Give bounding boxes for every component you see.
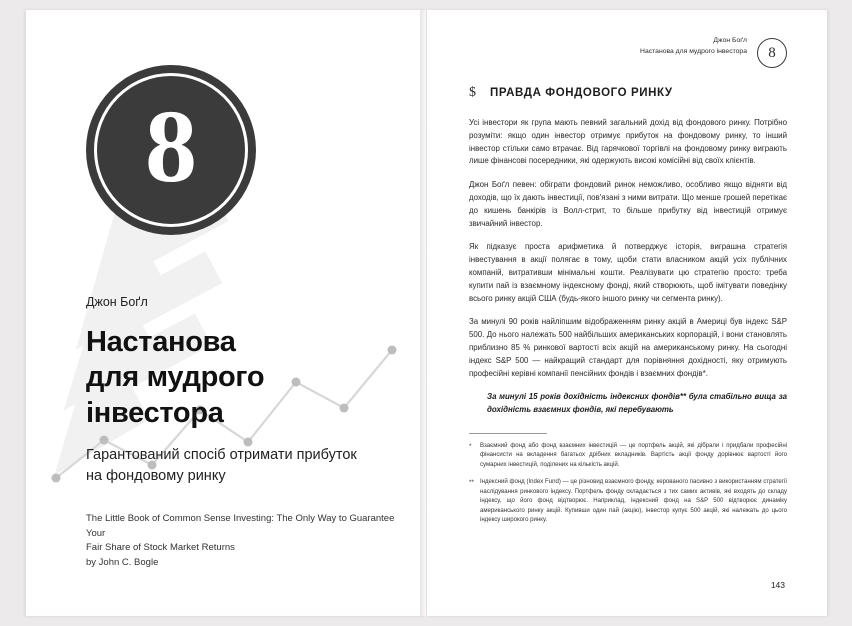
footnote: [469, 442, 787, 470]
original-title: [86, 512, 406, 570]
right-page-text: [427, 10, 827, 616]
book-title-line-3: інвестора: [86, 396, 224, 429]
cover-text-block: [86, 295, 406, 570]
body-paragraph: Усі інвестори як група мають певний загальний дохід від фондового ринку. Потрібно розуміти: якщо один інвестор отримує прибуток на фондовому ринку, то інший інвестор стільки само втрачає. Від гарячкової торгівлі на фондовому ринку виграють лише фінансові посередники, які одержують високі комісійні від своїх клієнтів.: [469, 118, 787, 166]
section-title: ПРАВДА ФОНДОВОГО РИНКУ: [490, 87, 673, 100]
dollar-icon: $: [469, 85, 476, 101]
footnote-marker: *: [469, 443, 472, 450]
original-title-line-1: The Little Book of Common Sense Investing: The Only Way to Guarantee Your: [86, 513, 395, 539]
book-title-line-1: Настанова: [86, 326, 236, 358]
page-title: [86, 325, 406, 431]
book-author: Джон Боґл: [86, 295, 148, 309]
original-title-line-2: Fair Share of Stock Market Returns: [86, 542, 235, 554]
body-paragraph: Як підказує проста арифметика й потверджує історія, виграшна стратегія інвестування в акції полягає в тому, щоби стати власником акцій усіх публічних компаній, витративши мінімальні кошти. Реалізувати цю стратегію просто: треба купити пай із взаємному індексному фонді, який створюють, щоб імітувати поведінку всього ринку акцій США (будь-якого іншого ринку чи сегмента ринку).: [469, 242, 787, 303]
badge-ring: [94, 73, 248, 227]
left-page-cover: [26, 10, 426, 616]
book-subtitle-line-2: на фондовому ринку: [86, 467, 226, 484]
chapter-number: 8: [145, 89, 197, 204]
chapter-badge-small: 8: [757, 38, 787, 68]
book-title-line-2: для мудрого: [86, 361, 265, 394]
running-head: [469, 36, 787, 57]
body-paragraph: Джон Боґл певен: обіграти фондовий ринок неможливо, особливо якщо відняти від доходів, що їх дають інвестиції, пов'язані з ними витрати. Що менше грошей перетікає до кишень банкірів із Волл-стрит, то більше прибутку від інвестицій отримує звичайний інвестор.: [469, 180, 787, 228]
footnote-text: Індексний фонд (Index Fund) — це різновид взаємного фонду, керованого пасивно з використанням стратегії наслідування ринкового індексу. Портфель фонду складається з тих самих активів, які входять до складу індексу, що його фонд відтворює. Наприклад, індексний фонд на S&P 500 відтворює динаміку американського ринку акцій. Купивши один пай (акцію), інвестор купує 500 акцій, які належать до цього індексу широкого ринку.: [480, 479, 787, 523]
running-head-title: Настанова для мудрого інвестора: [640, 47, 747, 55]
book-subtitle: [86, 445, 406, 486]
footnote-marker: **: [469, 479, 474, 487]
running-head-author: Джон Боґл: [713, 37, 747, 44]
pull-quote: За минулі 15 років дохідність індексних фондів** була стабільно вища за дохідність взаємних фондів, які перебувають: [487, 392, 787, 415]
footnote-text: Взаємний фонд або фонд взаємних інвестицій — це портфель акцій, які дібрали і придбали професійні фінансисти на вкладення багатьох дрібних вкладників. Вартість акції фонду дорівнює вартості його сумарних інвестицій, поділених на кількість акцій.: [480, 443, 787, 468]
page-number: 143: [770, 580, 785, 590]
section-heading: [469, 85, 787, 101]
footnote: [469, 478, 787, 525]
book-subtitle-line-1: Гарантований спосіб отримати прибуток: [86, 447, 357, 464]
body-paragraph: За минулі 90 років найліпшим відображенням ринку акцій в Америці був індекс S&P 500. До нього належать 500 найбільших американських корпорацій, і вони становлять приблизно 85 % ринкової вартості всіх акцій на американському ринку. На сьогодні індекс S&P 500 — найкращий стандарт для порівняння дохідності, яку отримують професійні керівні компанії пенсійних фондів і взаємних фондів*.: [469, 317, 787, 378]
right-page-content: [469, 36, 787, 533]
footnote-divider: [469, 433, 547, 434]
original-title-line-3: by John C. Bogle: [86, 556, 159, 568]
chapter-number-badge: [86, 65, 256, 235]
